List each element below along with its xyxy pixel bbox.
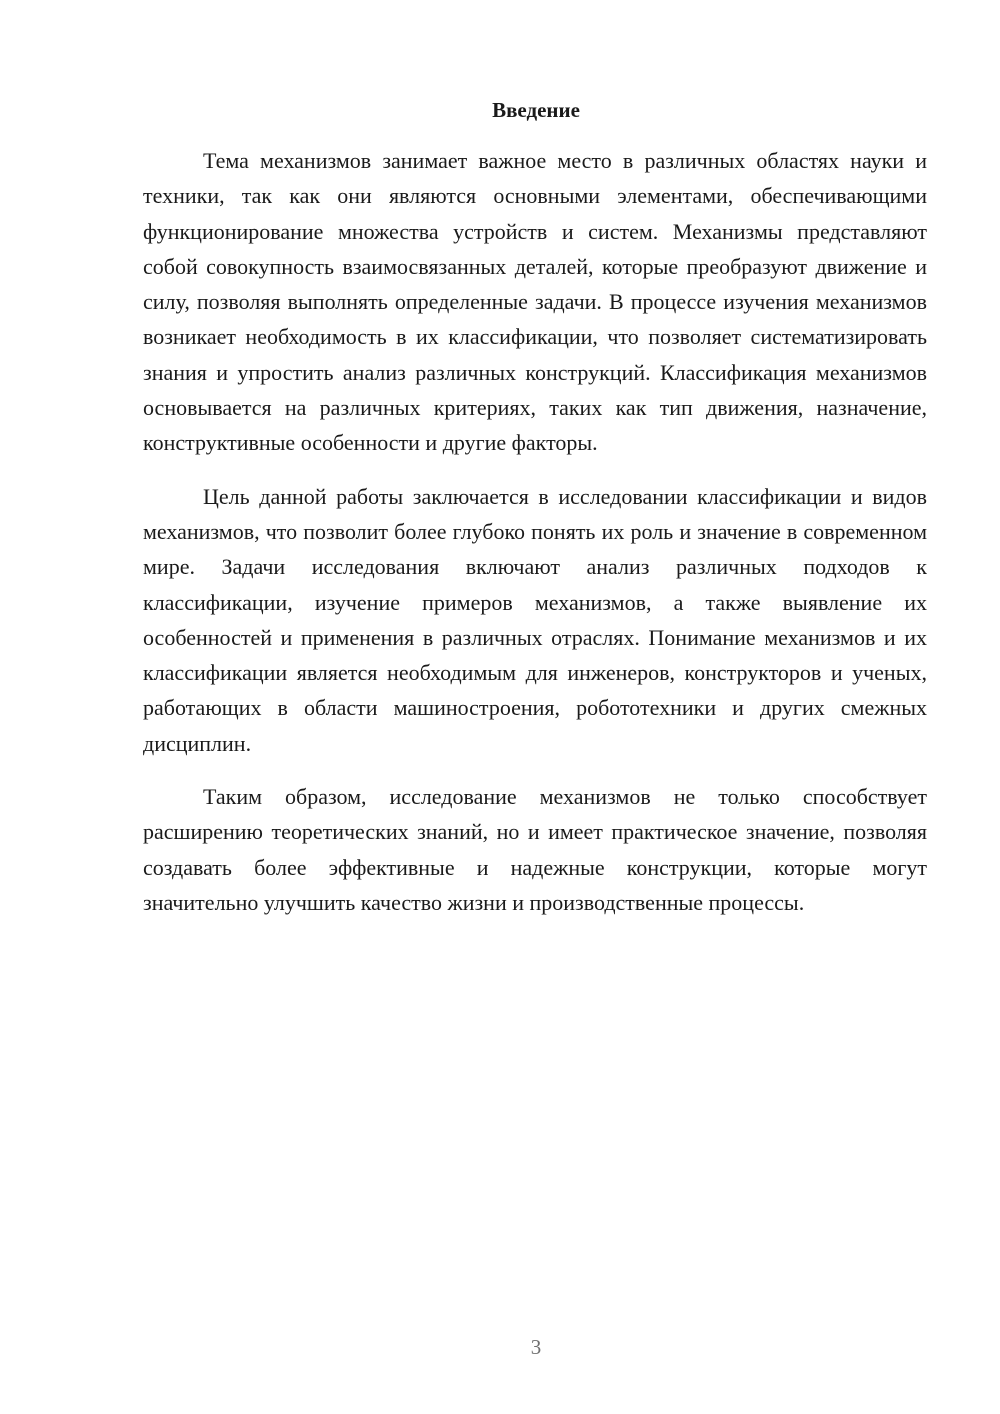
page-title: Введение: [492, 98, 580, 122]
body-text: [143, 143, 927, 938]
paragraph-2: Цель данной работы заключается в исследовании классификации и видов механизмов, что позволит более глубоко понять их роль и значение в современном мире. Задачи исследования включают анализ различных подходов к классификации, изучение примеров механизмов, а также выявление их особенностей и применения в различных отраслях. Понимание механизмов и их классификации является необходимым для инженеров, конструкторов и ученых, работающих в области машиностроения, робототехники и других смежных дисциплин.: [143, 483, 927, 756]
paragraph-1: Тема механизмов занимает важное место в различных областях науки и техники, так как они являются основными элементами, обеспечивающими функционирование множества устройств и систем. Механизмы представляют собой совокупность взаимосвязанных деталей, которые преобразуют движение и силу, позволяя выполнять определенные задачи. В процессе изучения механизмов возникает необходимость в их классификации, что позволяет систематизировать знания и упростить анализ различных конструкций. Классификация механизмов основывается на различных критериях, таких как тип движения, назначение, конструктивные особенности и другие факторы.: [143, 148, 927, 456]
page-number: 3: [530, 1335, 542, 1359]
paragraph-3: Таким образом, исследование механизмов не только способствует расширению теоретических знаний, но и имеет практическое значение, позволяя создавать более эффективные и надежные конструкции, которые могут значительно улучшить качество жизни и производственные процессы.: [143, 784, 927, 915]
